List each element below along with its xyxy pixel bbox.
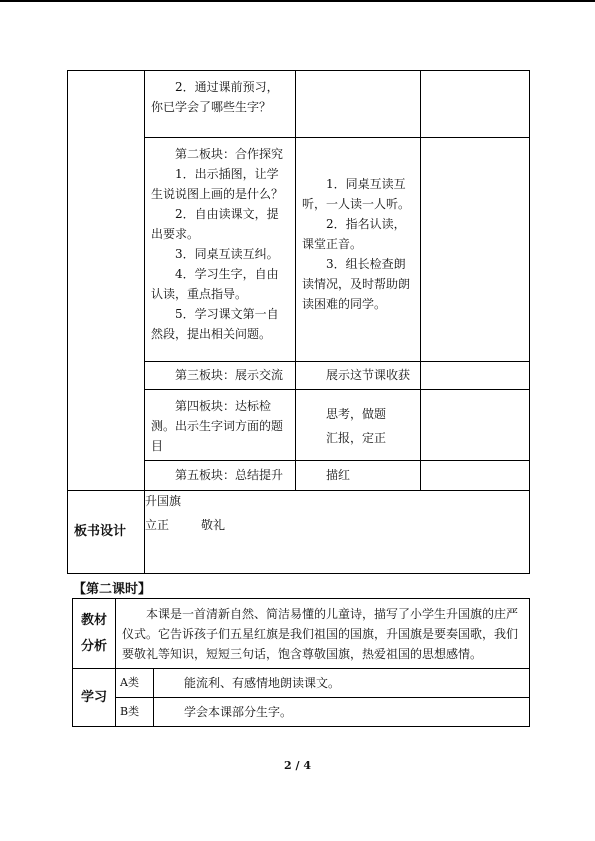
- note-cell: [421, 362, 530, 390]
- analysis-label: [73, 599, 116, 669]
- second-lesson-table: [72, 598, 530, 727]
- text-line: 展示这节课收获: [326, 368, 411, 382]
- board-design-cell: [145, 491, 530, 574]
- note-cell: [421, 390, 530, 461]
- board-design-label: 板书设计: [68, 491, 145, 574]
- table-row: [73, 698, 530, 727]
- text-line: 3．组长检查朗读情况，及时帮助朗读困难的同学。: [302, 257, 411, 311]
- teacher-cell: [145, 461, 296, 491]
- student-cell: [296, 390, 421, 461]
- note-cell: [421, 71, 530, 138]
- goal-b-label: B类: [116, 698, 154, 727]
- goal-b-text: 学会本课部分生字。: [154, 698, 530, 727]
- text-line: 1．出示插图，让学生说说图上画的是什么？: [151, 167, 284, 201]
- table-row: [68, 71, 530, 138]
- table-row: [68, 491, 530, 574]
- teacher-cell: [145, 71, 296, 138]
- table-row: [73, 669, 530, 698]
- analysis-text: 本课是一首清新自然、简洁易懂的儿童诗，描写了小学生升国旗的庄严仪式。它告诉孩子们五星红旗是我们祖国的国旗，升国旗是要奏国歌，我们要敬礼等知识，短短三句话，饱含尊敬国旗，热爱祖国的思想感情。: [116, 599, 530, 669]
- student-cell: [296, 362, 421, 390]
- left-blank-cell: [68, 71, 145, 491]
- text-line: 描红: [326, 468, 351, 482]
- lesson-plan-table: [67, 70, 530, 574]
- board-line-1: 升国旗: [145, 494, 182, 508]
- page-number: 2 / 4: [284, 759, 311, 772]
- text-line: 5．学习课文第一自然段，提出相关问题。: [151, 307, 279, 341]
- board-word-salute: 敬礼: [201, 518, 226, 532]
- text-line: 2．通过课前预习，: [175, 80, 279, 94]
- text-line: 3．同桌互读互纠。: [175, 247, 279, 261]
- study-label: 学习: [73, 669, 116, 727]
- text-line: 2．自由读课文，提出要求。: [151, 207, 279, 241]
- text-line: 汇报，定正: [326, 431, 387, 445]
- student-cell: [296, 71, 421, 138]
- goal-a-label: A类: [116, 669, 154, 698]
- text-line: 2．指名认读，课堂正音。: [302, 217, 406, 251]
- text-line: 4．学习生字，自由认读，重点指导。: [151, 267, 279, 301]
- text-line: 第二板块：合作探究: [175, 147, 284, 161]
- label-line: 分析: [80, 638, 107, 654]
- text-line: 1．同桌互读互听，一人读一人听。: [302, 177, 411, 211]
- note-cell: [421, 138, 530, 362]
- text-line: 思考，做题: [326, 407, 387, 421]
- text-line: 第四板块：达标检测。出示生字词方面的题目: [151, 399, 284, 453]
- board-line-2: [145, 515, 529, 535]
- teacher-cell: [145, 138, 296, 362]
- goal-a-text: 能流利、有感情地朗读课文。: [154, 669, 530, 698]
- student-cell: [296, 461, 421, 491]
- page-top-rule: [0, 0, 595, 2]
- board-word-stand: 立正: [145, 518, 170, 532]
- table-row: [73, 599, 530, 669]
- teacher-cell: [145, 390, 296, 461]
- label-line: 教材: [80, 612, 107, 628]
- note-cell: [421, 461, 530, 491]
- teacher-cell: [145, 362, 296, 390]
- text-line: 你已学会了哪些生字？: [151, 100, 272, 114]
- section-title: 【第二课时】: [73, 582, 152, 597]
- text-line: 第五板块：总结提升: [175, 468, 284, 482]
- text-line: 第三板块：展示交流: [175, 368, 284, 382]
- student-cell: [296, 138, 421, 362]
